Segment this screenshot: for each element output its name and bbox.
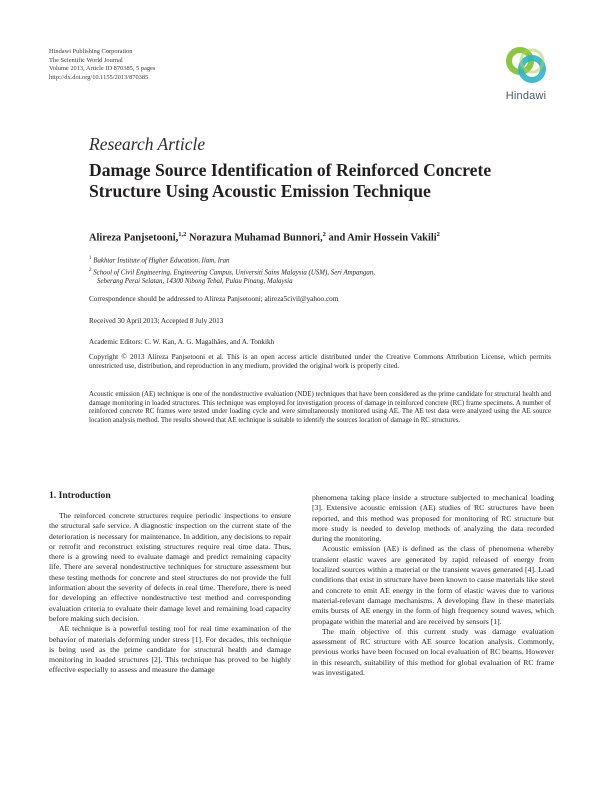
hindawi-logo-icon: [496, 44, 556, 90]
body-paragraph: phenomena taking place inside a structure subjected to mechanical loading [3]. Extensive acoustic emission (AE) studies of RC structures have been reported, and this method was proposed for monitoring of RC structure but more study is needed to develop methods of analyzing the data recorded during the monitoring.: [312, 493, 554, 544]
academic-editors: Academic Editors: C. W. Kan, A. G. Magalhães, and A. Tonkikh: [89, 338, 275, 346]
copyright-notice: Copyright © 2013 Alireza Panjsetooni et al. This is an open access article distributed under the Creative Commons Attribution License, which permits unrestricted use, distribution, and reproduction in any medium, provided the original work is properly cited.: [89, 353, 551, 371]
paper-title: Damage Source Identification of Reinforced Concrete Structure Using Acoustic Emission Technique: [89, 160, 492, 201]
author-name: Norazura Muhamad Bunnori,: [189, 232, 323, 244]
article-type: Research Article: [89, 134, 206, 154]
affiliation-text: School of Civil Engineering, Engineering Campus, Universiti Sains Malaysia (USM), Seri Ampangan,: [93, 269, 376, 276]
author-separator: and: [325, 232, 348, 244]
author-name: Alireza Panjsetooni,: [89, 232, 179, 244]
journal-name: The Scientific World Journal: [49, 56, 123, 64]
author-affil-sup: 2: [322, 231, 326, 238]
affiliation-1: [89, 254, 559, 266]
author-affil-sup: 2: [436, 231, 440, 238]
journal-header: [49, 48, 155, 82]
body-paragraph: AE technique is a powerful testing tool for real time examination of the behavior of materials deforming under stress [1]. For decades, this technique is being used as the prime candidate for structural health and damage monitoring in loaded structures [2]. This technique has proved to be highly effective especially to assess and measure the damage: [49, 624, 291, 675]
author-name: Amir Hossein Vakili: [347, 232, 437, 244]
received-dates: Received 30 April 2013; Accepted 8 July 2013: [89, 317, 224, 325]
hindawi-logo-text: Hindawi: [505, 90, 547, 102]
body-column-left: [49, 490, 291, 676]
publisher-line: Hindawi Publishing Corporation: [49, 48, 133, 55]
section-heading: 1. Introduction: [49, 490, 111, 501]
affiliation-2-cont: Seberang Perai Selatan, 14300 Nibong Tebal, Pulau Pinang, Malaysia: [97, 278, 293, 286]
body-paragraph: The main objective of this current study was damage evaluation assessment of RC structure with AE source location analysis. Commonly, previous works have been focused on local evaluation of RC beams. However in this research, suitability of this method for global evaluation of RC frame was investigated.: [312, 626, 554, 678]
volume-line: Volume 2013, Article ID 870385, 5 pages: [49, 65, 156, 73]
affiliation-text: Bakhtar Institute of Higher Education, Ilam, Iran: [93, 257, 230, 265]
body-paragraph: The reinforced concrete structures require periodic inspections to ensure the structural safe service. A diagnostic inspection on the current state of the deterioration is necessary for maintenance. In addition, any decisions to repair or retrofit and reconstruct existing structures require real time data. Thus, there is a growing need to evaluate damage and predict remaining capacity life. There are several nondestructive techniques for structure assessment but these testing methods for concrete and steel structures do not provide the full information about the severity of defects in real time. Therefore, there is need for developing an effective nondestructive test method and corresponding evaluation criteria to evaluate their damage level and remaining load capacity before making such decision.: [49, 511, 291, 623]
affiliations: [89, 254, 559, 287]
body-column-right: [312, 493, 554, 678]
author-affil-sup: 1,2: [178, 231, 187, 238]
abstract: Acoustic emission (AE) technique is one of the nondestructive evaluation (NDE) techniques that have been considered as the prime candidate for structural health and damage monitoring in loaded structures. This technique was employed for investigation process of damage in reinforced concrete (RC) frame specimens. A number of reinforced concrete RC frames were tested under loading cycle and were simultaneously monitored using AE. The AE test data were analyzed using the AE source location analysis method. The results showed that AE technique is suitable to identify the sources location of damage in RC structures.: [89, 391, 551, 424]
body-paragraph: Acoustic emission (AE) is defined as the class of phenomena whereby transient elastic waves are generated by rapid released of energy from localized sources within a material or the transient waves generated [4]. Load conditions that exist in structure have been known to cause materials like steel and concrete to emit AE energy in the form of elastic waves due to various material-relevant damage mechanisms. A developing flaw in these materials emits bursts of AE energy in the form of high frequency sound waves, which propagate within the material and are received by sensors [1].: [312, 544, 554, 626]
doi-link[interactable]: http://dx.doi.org/10.1155/2013/870385: [49, 73, 149, 81]
correspondence: Correspondence should be addressed to Alireza Panjsetooni; alireza5civil@yahoo.com: [89, 295, 339, 303]
author-list: [89, 231, 440, 243]
affiliation-2: [89, 266, 559, 278]
affiliation-sup: 1: [89, 256, 92, 261]
affiliation-sup: 2: [89, 267, 92, 273]
hindawi-logo[interactable]: [496, 44, 556, 104]
